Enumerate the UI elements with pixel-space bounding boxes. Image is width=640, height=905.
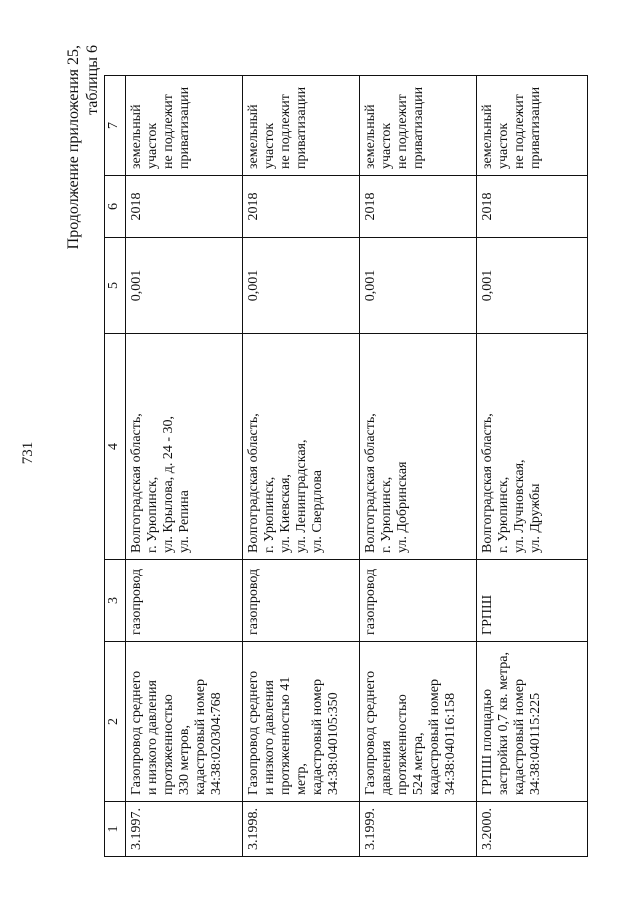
object-type: газопровод bbox=[126, 560, 243, 642]
note: земельный участок не подлежит приватизации bbox=[360, 76, 477, 176]
row-number: 3.1997. bbox=[126, 802, 243, 857]
header-cell: 6 bbox=[105, 176, 126, 238]
header-row bbox=[105, 76, 126, 857]
object-name: ГРПШ площадью застройки 0,7 кв. метра, кадастровый номер 34:38:040115:225 bbox=[477, 642, 588, 802]
object-name: Газопровод среднего и низкого давления протяженностью 41 метр, кадастровый номер 34:38:040105:350 bbox=[243, 642, 360, 802]
object-address: Волгоградская область, г. Урюпинск, ул. Крылова, д. 24 - 30, ул. Репина bbox=[126, 334, 243, 560]
row-number: 3.2000. bbox=[477, 802, 588, 857]
header-cell: 2 bbox=[105, 642, 126, 802]
land-area: 0,001 bbox=[477, 238, 588, 334]
year: 2018 bbox=[243, 176, 360, 238]
year: 2018 bbox=[477, 176, 588, 238]
row-number: 3.1998. bbox=[243, 802, 360, 857]
header-cell: 3 bbox=[105, 560, 126, 642]
object-type: газопровод bbox=[360, 560, 477, 642]
object-address: Волгоградская область, г. Урюпинск, ул. Киевская, ул. Ленинградская, ул. Свердлова bbox=[243, 334, 360, 560]
note: земельный участок не подлежит приватизации bbox=[477, 76, 588, 176]
page-number: 731 bbox=[20, 441, 36, 465]
land-area: 0,001 bbox=[243, 238, 360, 334]
object-address: Волгоградская область, г. Урюпинск, ул. Добринская bbox=[360, 334, 477, 560]
row-number: 3.1999. bbox=[360, 802, 477, 857]
object-name: Газопровод среднего и низкого давления протяженностью 330 метров, кадастровый номер 34:38:020304:768 bbox=[126, 642, 243, 802]
object-type: газопровод bbox=[243, 560, 360, 642]
header-cell: 5 bbox=[105, 238, 126, 334]
land-area: 0,001 bbox=[126, 238, 243, 334]
property-table bbox=[104, 75, 588, 857]
header-cell: 1 bbox=[105, 802, 126, 857]
object-name: Газопровод среднего давления протяженностью 524 метра, кадастровый номер 34:38:040116:158 bbox=[360, 642, 477, 802]
header-cell: 4 bbox=[105, 334, 126, 560]
object-type: ГРПШ bbox=[477, 560, 588, 642]
continuation-title: Продолжение приложения 25, таблицы 6 bbox=[65, 45, 101, 250]
table-row bbox=[477, 76, 588, 857]
note: земельный участок не подлежит приватизации bbox=[126, 76, 243, 176]
table-row bbox=[243, 76, 360, 857]
object-address: Волгоградская область, г. Урюпинск, ул. Лучновская, ул. Дружбы bbox=[477, 334, 588, 560]
year: 2018 bbox=[360, 176, 477, 238]
note: земельный участок не подлежит приватизации bbox=[243, 76, 360, 176]
header-cell: 7 bbox=[105, 76, 126, 176]
year: 2018 bbox=[126, 176, 243, 238]
land-area: 0,001 bbox=[360, 238, 477, 334]
table-row bbox=[126, 76, 243, 857]
table-row bbox=[360, 76, 477, 857]
